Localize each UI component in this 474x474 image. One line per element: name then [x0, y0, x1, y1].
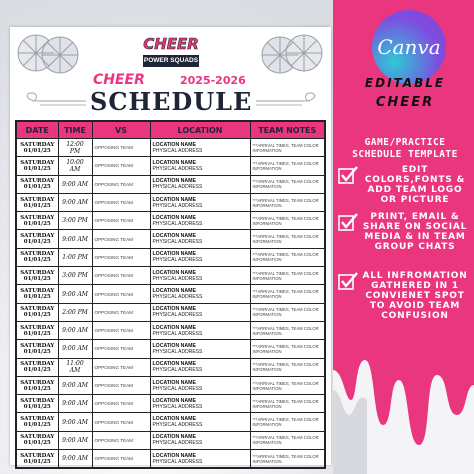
panel-title-line2: CHEER: [375, 95, 435, 110]
location-name: LOCATION NAME: [152, 251, 196, 258]
date-cell: [16, 376, 58, 394]
notes-cell: ***ARRIVAL TIMES, TEAM COLOR INFORMATION: [250, 267, 325, 285]
pom-pom-left-icon: [14, 31, 84, 83]
location-name: LOCATION NAME: [152, 178, 196, 185]
location-address: PHYSICAL ADDRESS: [152, 165, 203, 172]
day-text: SATURDAY: [20, 379, 55, 386]
location-cell: [150, 157, 250, 175]
date-cell: [16, 248, 58, 266]
date-cell: [16, 212, 58, 230]
location-name: LOCATION NAME: [152, 397, 196, 404]
date-cell: [16, 413, 58, 431]
location-name: LOCATION NAME: [152, 361, 196, 368]
time-cell: 2:00 PM: [58, 303, 92, 321]
feature-text: ALL INFROMATION GATHERED IN 1 CONVIENET SPOT TO AVOID TEAM CONFUSION: [362, 271, 468, 321]
pom-pom-right-icon: [258, 31, 328, 83]
opponent-cell: OPPOSING TEAM: [92, 395, 150, 413]
time-cell: 9:00 AM: [58, 450, 92, 469]
location-address: PHYSICAL ADDRESS: [152, 422, 203, 429]
day-text: SATURDAY: [20, 159, 55, 166]
checkbox-check-icon: [338, 165, 358, 185]
time-cell: 9:00 AM: [58, 285, 92, 303]
date-cell: [16, 303, 58, 321]
notes-cell: ***ARRIVAL TIMES, TEAM COLOR INFORMATION: [250, 193, 325, 211]
location-cell: [150, 321, 250, 339]
title-script: CHEER: [93, 72, 145, 88]
location-cell: [150, 285, 250, 303]
table-row: [16, 431, 325, 449]
opponent-cell: OPPOSING TEAM: [92, 358, 150, 376]
date-text: 01/01/25: [23, 165, 51, 172]
day-text: SATURDAY: [20, 233, 55, 240]
feature-item-info: [338, 271, 472, 321]
notes-cell: ***ARRIVAL TIMES, TEAM COLOR INFORMATION: [250, 212, 325, 230]
table-row: [16, 358, 325, 376]
table-row: [16, 303, 325, 321]
date-text: 01/01/25: [23, 312, 51, 319]
notes-cell: ***ARRIVAL TIMES, TEAM COLOR INFORMATION: [250, 431, 325, 449]
location-name: LOCATION NAME: [152, 233, 196, 240]
feature-item-share: [338, 212, 472, 252]
location-address: PHYSICAL ADDRESS: [152, 257, 203, 264]
date-cell: [16, 285, 58, 303]
location-name: LOCATION NAME: [152, 434, 196, 441]
day-text: SATURDAY: [20, 452, 55, 459]
location-cell: [150, 303, 250, 321]
opponent-cell: OPPOSING TEAM: [92, 376, 150, 394]
table-row: [16, 193, 325, 211]
location-cell: [150, 340, 250, 358]
table-row: [16, 157, 325, 175]
location-cell: [150, 230, 250, 248]
day-text: SATURDAY: [20, 251, 55, 258]
checkbox-check-icon: [338, 271, 358, 291]
location-address: PHYSICAL ADDRESS: [152, 184, 203, 191]
table-row: [16, 376, 325, 394]
date-cell: [16, 321, 58, 339]
time-cell: 9:00 AM: [58, 376, 92, 394]
location-address: PHYSICAL ADDRESS: [152, 440, 203, 447]
column-header-vs: VS: [92, 121, 150, 139]
opponent-cell: OPPOSING TEAM: [92, 267, 150, 285]
table-row: [16, 139, 325, 157]
feature-item-edit: [338, 165, 472, 205]
location-cell: [150, 358, 250, 376]
logo-subtext: POWER SQUADS: [143, 55, 199, 67]
opponent-cell: OPPOSING TEAM: [92, 303, 150, 321]
table-row: [16, 267, 325, 285]
page-title: SCHEDULE: [90, 87, 253, 116]
location-address: PHYSICAL ADDRESS: [152, 403, 203, 410]
date-cell: [16, 395, 58, 413]
date-cell: [16, 157, 58, 175]
table-row: [16, 413, 325, 431]
notes-cell: ***ARRIVAL TIMES, TEAM COLOR INFORMATION: [250, 139, 325, 157]
date-cell: [16, 450, 58, 469]
location-cell: [150, 376, 250, 394]
table-row: [16, 450, 325, 469]
opponent-cell: OPPOSING TEAM: [92, 431, 150, 449]
date-text: 01/01/25: [23, 239, 51, 246]
opponent-cell: OPPOSING TEAM: [92, 248, 150, 266]
notes-cell: ***ARRIVAL TIMES, TEAM COLOR INFORMATION: [250, 248, 325, 266]
day-text: SATURDAY: [20, 361, 55, 368]
day-text: SATURDAY: [20, 178, 55, 185]
table-row: [16, 230, 325, 248]
location-cell: [150, 248, 250, 266]
time-cell: 9:00 AM: [58, 175, 92, 193]
checkbox-check-icon: [338, 212, 358, 232]
column-header-time: TIME: [58, 121, 92, 139]
table-row: [16, 175, 325, 193]
date-cell: [16, 230, 58, 248]
date-text: 01/01/25: [23, 458, 51, 465]
date-text: 01/01/25: [23, 330, 51, 337]
day-text: SATURDAY: [20, 397, 55, 404]
notes-cell: ***ARRIVAL TIMES, TEAM COLOR INFORMATION: [250, 321, 325, 339]
location-name: LOCATION NAME: [152, 288, 196, 295]
schedule-document: [10, 27, 331, 465]
location-address: PHYSICAL ADDRESS: [152, 202, 203, 209]
date-cell: [16, 340, 58, 358]
date-text: 01/01/25: [23, 220, 51, 227]
location-name: LOCATION NAME: [152, 306, 196, 313]
time-cell: 9:00 AM: [58, 340, 92, 358]
notes-cell: ***ARRIVAL TIMES, TEAM COLOR INFORMATION: [250, 358, 325, 376]
opponent-cell: OPPOSING TEAM: [92, 193, 150, 211]
date-cell: [16, 358, 58, 376]
date-cell: [16, 431, 58, 449]
swirl-left-icon: [18, 89, 88, 113]
date-cell: [16, 267, 58, 285]
day-text: SATURDAY: [20, 214, 55, 221]
time-cell: 9:00 AM: [58, 321, 92, 339]
location-name: LOCATION NAME: [152, 452, 196, 459]
location-name: LOCATION NAME: [152, 141, 196, 148]
schedule-rows: [16, 139, 325, 469]
canva-badge-label: Canva: [377, 35, 441, 59]
notes-cell: ***ARRIVAL TIMES, TEAM COLOR INFORMATION: [250, 285, 325, 303]
location-cell: [150, 139, 250, 157]
location-address: PHYSICAL ADDRESS: [152, 458, 203, 465]
location-name: LOCATION NAME: [152, 269, 196, 276]
location-cell: [150, 267, 250, 285]
feature-text: EDIT COLORS,FONTS & ADD TEAM LOGO OR PICTURE: [364, 165, 466, 205]
opponent-cell: OPPOSING TEAM: [92, 230, 150, 248]
day-text: SATURDAY: [20, 416, 55, 423]
location-address: PHYSICAL ADDRESS: [152, 220, 203, 227]
schedule-table: [15, 120, 326, 469]
opponent-cell: OPPOSING TEAM: [92, 340, 150, 358]
location-cell: [150, 395, 250, 413]
location-cell: [150, 431, 250, 449]
time-cell: 10:00 AM: [58, 157, 92, 175]
date-cell: [16, 139, 58, 157]
day-text: SATURDAY: [20, 269, 55, 276]
opponent-cell: OPPOSING TEAM: [92, 139, 150, 157]
notes-cell: ***ARRIVAL TIMES, TEAM COLOR INFORMATION: [250, 413, 325, 431]
opponent-cell: OPPOSING TEAM: [92, 212, 150, 230]
swirl-right-icon: [254, 89, 324, 113]
location-name: LOCATION NAME: [152, 379, 196, 386]
date-text: 01/01/25: [23, 403, 51, 410]
time-cell: 1:00 PM: [58, 248, 92, 266]
day-text: SATURDAY: [20, 196, 55, 203]
date-text: 01/01/25: [23, 275, 51, 282]
day-text: SATURDAY: [20, 288, 55, 295]
location-address: PHYSICAL ADDRESS: [152, 147, 203, 154]
location-name: LOCATION NAME: [152, 342, 196, 349]
date-text: 01/01/25: [23, 385, 51, 392]
notes-cell: ***ARRIVAL TIMES, TEAM COLOR INFORMATION: [250, 376, 325, 394]
location-address: PHYSICAL ADDRESS: [152, 330, 203, 337]
location-name: LOCATION NAME: [152, 324, 196, 331]
panel-subtitle: GAME/PRACTICE SCHEDULE TEMPLATE: [352, 137, 458, 160]
location-cell: [150, 450, 250, 469]
opponent-cell: OPPOSING TEAM: [92, 285, 150, 303]
location-address: PHYSICAL ADDRESS: [152, 385, 203, 392]
notes-cell: ***ARRIVAL TIMES, TEAM COLOR INFORMATION: [250, 340, 325, 358]
time-cell: 9:00 AM: [58, 230, 92, 248]
location-address: PHYSICAL ADDRESS: [152, 348, 203, 355]
table-row: [16, 212, 325, 230]
location-cell: [150, 413, 250, 431]
notes-cell: ***ARRIVAL TIMES, TEAM COLOR INFORMATION: [250, 175, 325, 193]
date-text: 01/01/25: [23, 147, 51, 154]
date-text: 01/01/25: [23, 348, 51, 355]
location-name: LOCATION NAME: [152, 196, 196, 203]
location-cell: [150, 193, 250, 211]
time-cell: 9:00 AM: [58, 193, 92, 211]
date-text: 01/01/25: [23, 294, 51, 301]
opponent-cell: OPPOSING TEAM: [92, 413, 150, 431]
time-cell: 12:00 PM: [58, 139, 92, 157]
notes-cell: ***ARRIVAL TIMES, TEAM COLOR INFORMATION: [250, 395, 325, 413]
date-text: 01/01/25: [23, 440, 51, 447]
day-text: SATURDAY: [20, 324, 55, 331]
opponent-cell: OPPOSING TEAM: [92, 321, 150, 339]
drip-decoration-icon: [333, 330, 474, 474]
table-row: [16, 340, 325, 358]
date-text: 01/01/25: [23, 422, 51, 429]
location-name: LOCATION NAME: [152, 159, 196, 166]
date-text: 01/01/25: [23, 202, 51, 209]
column-header-location: LOCATION: [150, 121, 250, 139]
location-address: PHYSICAL ADDRESS: [152, 239, 203, 246]
time-cell: 9:00 AM: [58, 431, 92, 449]
time-cell: 9:00 AM: [58, 413, 92, 431]
panel-title-line1: EDITABLE: [364, 76, 446, 90]
notes-cell: ***ARRIVAL TIMES, TEAM COLOR INFORMATION: [250, 230, 325, 248]
table-row: [16, 321, 325, 339]
day-text: SATURDAY: [20, 342, 55, 349]
notes-cell: ***ARRIVAL TIMES, TEAM COLOR INFORMATION: [250, 450, 325, 469]
location-name: LOCATION NAME: [152, 416, 196, 423]
location-name: LOCATION NAME: [152, 214, 196, 221]
logo-text: CHEER: [143, 35, 199, 53]
date-text: 01/01/25: [23, 367, 51, 374]
season-label: 2025-2026: [180, 74, 246, 87]
time-cell: 3:00 PM: [58, 267, 92, 285]
opponent-cell: OPPOSING TEAM: [92, 450, 150, 469]
time-cell: 9:00 AM: [58, 395, 92, 413]
day-text: SATURDAY: [20, 306, 55, 313]
date-text: 01/01/25: [23, 184, 51, 191]
notes-cell: ***ARRIVAL TIMES, TEAM COLOR INFORMATION: [250, 157, 325, 175]
feature-text: PRINT, EMAIL & SHARE ON SOCIAL MEDIA & IN TEAM GROUP CHATS: [362, 212, 468, 252]
table-row: [16, 395, 325, 413]
date-cell: [16, 193, 58, 211]
location-address: PHYSICAL ADDRESS: [152, 275, 203, 282]
location-address: PHYSICAL ADDRESS: [152, 367, 203, 374]
location-address: PHYSICAL ADDRESS: [152, 294, 203, 301]
location-cell: [150, 175, 250, 193]
opponent-cell: OPPOSING TEAM: [92, 157, 150, 175]
location-cell: [150, 212, 250, 230]
table-row: [16, 285, 325, 303]
canva-badge: [372, 10, 446, 84]
location-address: PHYSICAL ADDRESS: [152, 312, 203, 319]
day-text: SATURDAY: [20, 434, 55, 441]
notes-cell: ***ARRIVAL TIMES, TEAM COLOR INFORMATION: [250, 303, 325, 321]
date-cell: [16, 175, 58, 193]
opponent-cell: OPPOSING TEAM: [92, 175, 150, 193]
table-row: [16, 248, 325, 266]
table-header-row: [16, 121, 325, 139]
column-header-team-notes: TEAM NOTES: [250, 121, 325, 139]
column-header-date: DATE: [16, 121, 58, 139]
day-text: SATURDAY: [20, 141, 55, 148]
time-cell: 11:00 AM: [58, 358, 92, 376]
date-text: 01/01/25: [23, 257, 51, 264]
time-cell: 3:00 PM: [58, 212, 92, 230]
